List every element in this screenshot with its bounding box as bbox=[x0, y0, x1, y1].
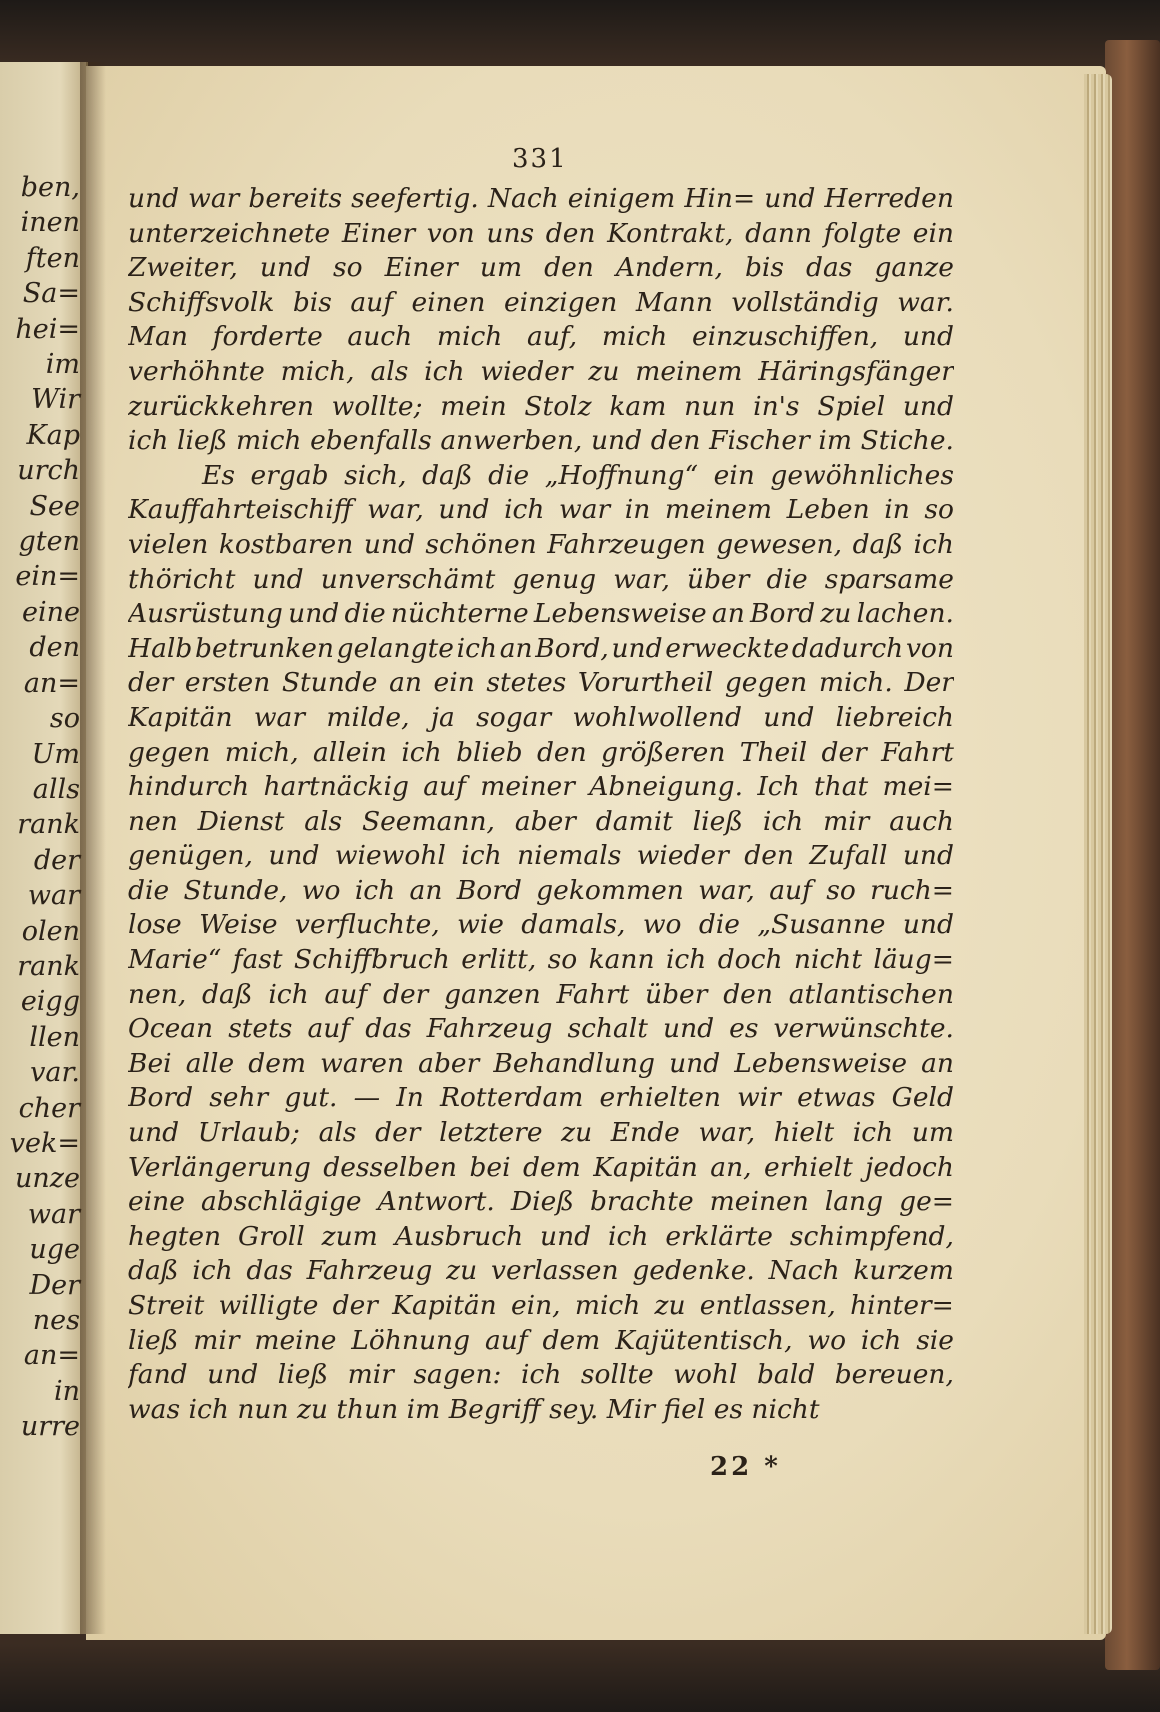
text-line: Es ergab sich, daß die „Hoffnung“ ein gewöhnliches bbox=[202, 459, 954, 491]
left-page-line: llen bbox=[29, 1021, 80, 1053]
text-line: Bord sehr gut. — In Rotterdam erhielten wir etwas Geld bbox=[128, 1082, 954, 1114]
text-line: gegen mich, allein ich blieb den größeren Theil der Fahrt bbox=[128, 736, 954, 768]
left-page-line: unze bbox=[15, 1163, 80, 1195]
text-line: Kapitän war milde, ja sogar wohlwollend und liebreich bbox=[128, 701, 954, 733]
left-page-line: Kap bbox=[26, 419, 80, 451]
left-page-line: gten bbox=[18, 526, 80, 558]
text-line: zurückkehren wollte; mein Stolz kam nun in's Spiel und bbox=[128, 390, 954, 422]
left-page-line: urch bbox=[17, 455, 80, 487]
left-page-line: ben, bbox=[20, 172, 80, 203]
text-line: Ocean stets auf das Fahrzeug schalt und es verwünschte. bbox=[128, 1013, 954, 1045]
left-page-line: See bbox=[29, 490, 80, 522]
left-page-text bbox=[0, 170, 80, 1445]
text-line: vielen kostbaren und schönen Fahrzeugen gewesen, daß ich bbox=[128, 528, 954, 560]
left-page-line: olen bbox=[21, 915, 80, 947]
text-line: daß ich das Fahrzeug zu verlassen gedenke. Nach kurzem bbox=[128, 1255, 954, 1287]
left-page-line: urre bbox=[20, 1411, 80, 1443]
text-line: und war bereits seefertig. Nach einigem Hin= und Herreden bbox=[128, 183, 954, 214]
left-page-line: so bbox=[49, 703, 80, 735]
text-line: hegten Groll zum Ausbruch und ich erklärte schimpfend, bbox=[128, 1220, 954, 1252]
page-number: 331 bbox=[512, 144, 568, 174]
left-page-line: ein= bbox=[15, 561, 80, 593]
left-page-line: inen bbox=[20, 207, 80, 239]
text-line: ich ließ mich ebenfalls anwerben, und den Fischer im Stiche. bbox=[128, 425, 954, 457]
page-edges bbox=[1084, 74, 1112, 1634]
left-page-line: war bbox=[27, 1198, 80, 1230]
left-page-line: eine bbox=[22, 596, 80, 628]
text-line: fand und ließ mir sagen: ich sollte wohl bald bereuen, bbox=[128, 1359, 954, 1391]
left-page-line: im bbox=[45, 349, 80, 381]
text-line: eine abschlägige Antwort. Dieß brachte meinen lang ge= bbox=[128, 1186, 954, 1218]
left-page-line: vek= bbox=[9, 1127, 80, 1159]
left-page-line: cher bbox=[18, 1092, 80, 1124]
left-page bbox=[0, 62, 88, 1634]
text-line: unterzeichnete Einer von uns den Kontrakt, dann folgte ein bbox=[128, 217, 954, 249]
left-page-line: Der bbox=[29, 1269, 80, 1301]
text-line: nen, daß ich auf der ganzen Fahrt über den atlantischen bbox=[128, 978, 954, 1010]
left-page-line: in bbox=[53, 1375, 80, 1407]
left-page-line: eigg bbox=[20, 986, 80, 1018]
left-page-line: nes bbox=[32, 1305, 80, 1336]
text-line: verhöhnte mich, als ich wieder zu meinem Häringsfänger bbox=[128, 355, 954, 387]
text-line: Verlängerung desselben bei dem Kapitän an, erhielt jedoch bbox=[128, 1151, 954, 1183]
left-page-line: var. bbox=[30, 1057, 80, 1089]
left-page-line: rank bbox=[17, 950, 80, 982]
text-line: Halb betrunken gelangte ich an Bord, und erweckte dadurch von bbox=[128, 632, 954, 664]
text-line: Kauffahrteischiff war, und ich war in meinem Leben in so bbox=[128, 494, 954, 526]
text-line: Schiffsvolk bis auf einen einzigen Mann vollständig war. bbox=[128, 286, 954, 318]
text-line: und Urlaub; als der letztere zu Ende war, hielt ich um bbox=[128, 1117, 954, 1149]
left-page-line: Um bbox=[31, 738, 80, 770]
left-page-line: uge bbox=[29, 1234, 80, 1266]
printer-signature: 22 * bbox=[710, 1452, 781, 1482]
left-page-line: Wir bbox=[31, 384, 80, 416]
text-line: Marie“ fast Schiffbruch erlitt, so kann ich doch nicht läug= bbox=[128, 944, 954, 976]
text-line: ließ mir meine Löhnung auf dem Kajütentisch, wo ich sie bbox=[128, 1324, 954, 1356]
text-line: lose Weise verfluchte, wie damals, wo die „Susanne und bbox=[128, 909, 954, 941]
text-line: nen Dienst als Seemann, aber damit ließ ich mir auch bbox=[128, 805, 954, 837]
book-cover-right-edge bbox=[1105, 40, 1160, 1670]
body-text bbox=[128, 182, 954, 1427]
left-page-line: den bbox=[29, 632, 80, 664]
left-page-line: hei= bbox=[15, 313, 80, 345]
left-page-line: an= bbox=[23, 1340, 80, 1372]
text-line: der ersten Stunde an ein stetes Vorurtheil gegen mich. Der bbox=[128, 667, 954, 699]
left-page-line: Sa= bbox=[22, 278, 80, 310]
text-line: Bei alle dem waren aber Behandlung und Lebensweise an bbox=[128, 1047, 954, 1079]
text-line: Streit willigte der Kapitän ein, mich zu entlassen, hinter= bbox=[128, 1290, 954, 1321]
text-line: Zweiter, und so Einer um den Andern, bis das ganze bbox=[128, 252, 954, 284]
left-page-line: der bbox=[33, 844, 80, 876]
text-line: genügen, und wiewohl ich niemals wieder den Zufall und bbox=[128, 840, 954, 872]
text-line: was ich nun zu thun im Begriff sey. Mir fiel es nicht bbox=[128, 1393, 820, 1425]
left-page-line: alls bbox=[32, 773, 80, 805]
left-page-line: ften bbox=[25, 242, 80, 274]
gutter-shadow bbox=[80, 62, 106, 1634]
text-line: thöricht und unverschämt genug war, über die sparsame bbox=[128, 563, 954, 595]
left-page-line: an= bbox=[23, 667, 80, 699]
text-line: die Stunde, wo ich an Bord gekommen war, auf so ruch= bbox=[128, 874, 954, 906]
left-page-line: rank bbox=[17, 809, 80, 841]
left-page-line: war bbox=[27, 880, 80, 912]
text-line: Man forderte auch mich auf, mich einzuschiffen, und bbox=[128, 321, 954, 353]
text-line: hindurch hartnäckig auf meiner Abneigung. Ich that mei= bbox=[128, 771, 954, 803]
text-line: Ausrüstung und die nüchterne Lebensweise an Bord zu lachen. bbox=[128, 598, 954, 630]
